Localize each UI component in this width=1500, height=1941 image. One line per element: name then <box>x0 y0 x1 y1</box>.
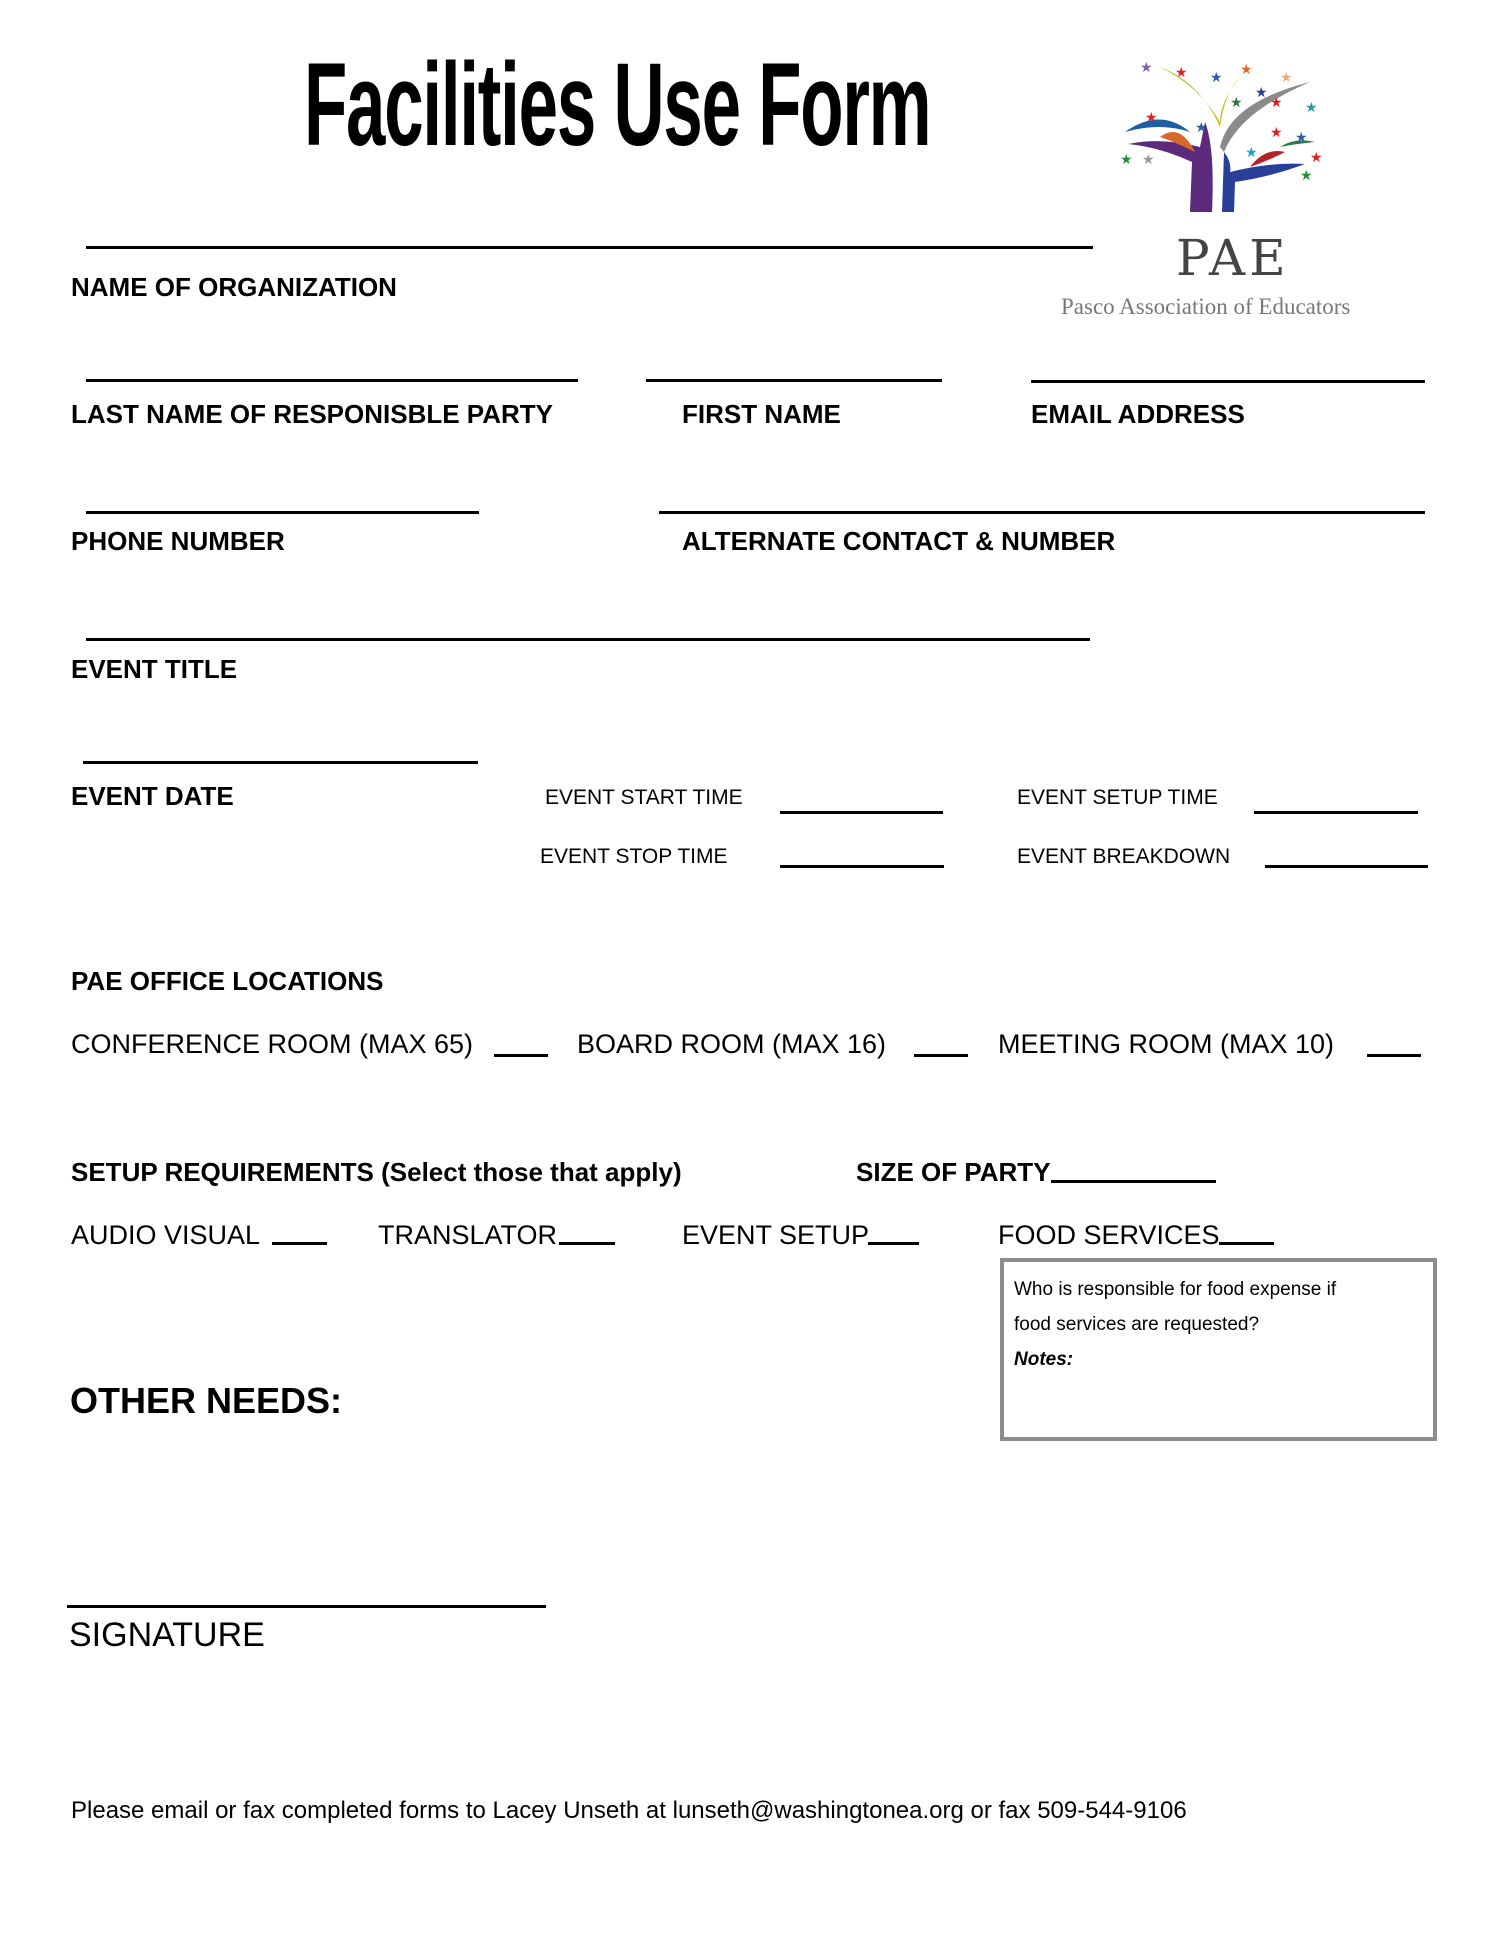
svg-text:★: ★ <box>1140 59 1153 75</box>
svg-text:★: ★ <box>1230 94 1243 110</box>
form-title: Facilities Use Form <box>304 39 931 171</box>
food-question-line2: food services are requested? <box>1014 1314 1260 1335</box>
svg-text:★: ★ <box>1175 64 1188 80</box>
svg-text:★: ★ <box>1195 119 1208 135</box>
event-setup-label: EVENT SETUP <box>682 1220 870 1250</box>
email-field[interactable] <box>1031 380 1425 383</box>
signature-field[interactable] <box>67 1605 546 1608</box>
svg-text:★: ★ <box>1240 61 1253 77</box>
translator-field[interactable] <box>559 1242 615 1245</box>
size-of-party-field[interactable] <box>1051 1180 1216 1183</box>
food-question-line1: Who is responsible for food expense if <box>1014 1279 1337 1300</box>
event-setup-field[interactable] <box>868 1242 919 1245</box>
svg-text:★: ★ <box>1142 151 1155 167</box>
svg-text:★: ★ <box>1210 69 1223 85</box>
setup-time-label: EVENT SETUP TIME <box>1017 786 1218 809</box>
organization-label: NAME OF ORGANIZATION <box>71 272 397 302</box>
logo-org-name: Pasco Association of Educators <box>1061 294 1351 319</box>
event-date-label: EVENT DATE <box>71 781 234 811</box>
svg-text:★: ★ <box>1120 151 1133 167</box>
alternate-contact-label: ALTERNATE CONTACT & NUMBER <box>682 526 1116 556</box>
setup-time-field[interactable] <box>1254 811 1418 814</box>
last-name-label: LAST NAME OF RESPONISBLE PARTY <box>71 399 553 429</box>
audio-visual-field[interactable] <box>272 1242 327 1245</box>
first-name-field[interactable] <box>646 379 942 382</box>
meeting-room-label: MEETING ROOM (MAX 10) <box>998 1029 1335 1059</box>
board-room-field[interactable] <box>914 1054 968 1057</box>
board-room-label: BOARD ROOM (MAX 16) <box>577 1029 887 1059</box>
event-date-field[interactable] <box>83 761 478 764</box>
stop-time-label: EVENT STOP TIME <box>540 845 728 868</box>
svg-text:★: ★ <box>1270 124 1283 140</box>
svg-text:★: ★ <box>1280 69 1293 85</box>
svg-text:★: ★ <box>1270 94 1283 110</box>
breakdown-label: EVENT BREAKDOWN <box>1017 845 1231 868</box>
start-time-label: EVENT START TIME <box>545 786 743 809</box>
locations-heading: PAE OFFICE LOCATIONS <box>71 966 384 996</box>
breakdown-field[interactable] <box>1265 865 1428 868</box>
event-title-field[interactable] <box>86 638 1090 641</box>
tree-hands-stars-icon <box>1120 52 1335 232</box>
last-name-field[interactable] <box>86 379 578 382</box>
setup-heading: SETUP REQUIREMENTS (Select those that apply) <box>71 1157 682 1187</box>
phone-label: PHONE NUMBER <box>71 526 285 556</box>
stop-time-field[interactable] <box>780 865 944 868</box>
signature-label: SIGNATURE <box>69 1616 265 1654</box>
other-needs-heading: OTHER NEEDS: <box>70 1380 343 1421</box>
phone-field[interactable] <box>86 511 479 514</box>
logo-acronym: PAE <box>1176 229 1290 287</box>
size-of-party-label: SIZE OF PARTY <box>856 1157 1051 1187</box>
svg-text:★: ★ <box>1305 99 1318 115</box>
food-services-field[interactable] <box>1219 1242 1274 1245</box>
svg-text:★: ★ <box>1300 167 1313 183</box>
event-title-label: EVENT TITLE <box>71 654 238 684</box>
submission-instructions: Please email or fax completed forms to Lacey Unseth at lunseth@washingtonea.org or fax 509-544-9106 <box>71 1797 1187 1824</box>
conference-room-label: CONFERENCE ROOM (MAX 65) <box>71 1029 474 1059</box>
translator-label: TRANSLATOR <box>378 1220 558 1250</box>
email-label: EMAIL ADDRESS <box>1031 399 1245 429</box>
meeting-room-field[interactable] <box>1367 1054 1421 1057</box>
svg-text:★: ★ <box>1310 149 1323 165</box>
svg-text:★: ★ <box>1255 84 1268 100</box>
start-time-field[interactable] <box>780 811 943 814</box>
food-services-label: FOOD SERVICES <box>998 1220 1220 1250</box>
svg-text:★: ★ <box>1245 144 1258 160</box>
first-name-label: FIRST NAME <box>682 399 841 429</box>
svg-text:★: ★ <box>1145 109 1158 125</box>
svg-text:★: ★ <box>1295 129 1308 145</box>
conference-room-field[interactable] <box>494 1054 548 1057</box>
notes-label: Notes: <box>1014 1349 1074 1370</box>
audio-visual-label: AUDIO VISUAL <box>71 1220 261 1250</box>
organization-field[interactable] <box>86 246 1093 249</box>
food-services-notes-box[interactable] <box>1000 1258 1437 1441</box>
alternate-contact-field[interactable] <box>659 511 1425 514</box>
